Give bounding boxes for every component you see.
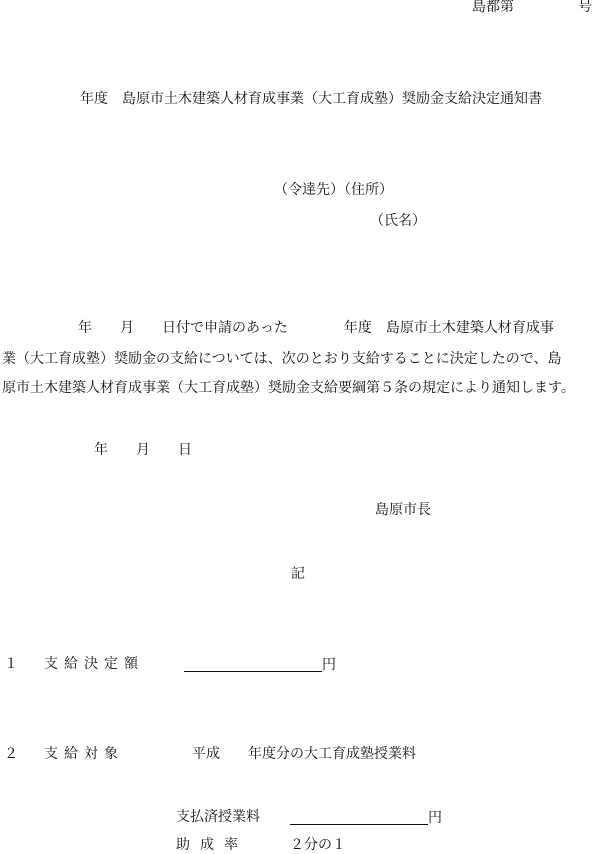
subsidy-rate-label: 助成率 bbox=[176, 837, 248, 853]
body-text-line-3: 原市土木建築人材育成事業（大工育成塾）奨励金支給要綱第５条の規定により通知します。 bbox=[2, 380, 575, 396]
paid-tuition-blank bbox=[290, 810, 428, 825]
item1-amount-blank bbox=[184, 657, 322, 672]
document-number-suffix: 号 bbox=[578, 0, 592, 15]
item2-description: 平成 年度分の大工育成塾授業料 bbox=[192, 746, 416, 762]
ki-heading: 記 bbox=[291, 566, 305, 582]
item1-amount-field bbox=[184, 657, 336, 672]
paid-tuition-unit: 円 bbox=[428, 810, 442, 826]
recipient-name: （氏名） bbox=[370, 213, 426, 229]
document-number-prefix: 島都第 bbox=[472, 0, 514, 15]
body-text-line-1: 年 月 日付で申請のあった 年度 島原市土木建築人材育成事 bbox=[78, 320, 554, 336]
paid-tuition-amount-field bbox=[290, 810, 442, 825]
body-text-line-2: 業（大工育成塾）奨励金の支給については、次のとおり支給することに決定したので、島 bbox=[2, 351, 562, 367]
recipient-address: （令達先）（住所） bbox=[274, 182, 393, 198]
subsidy-rate-value: ２分の１ bbox=[290, 837, 346, 853]
paid-tuition-label: 支払済授業料 bbox=[176, 809, 260, 825]
issuer-name: 島原市長 bbox=[375, 502, 431, 518]
item1-label: １ 支給決定額 bbox=[4, 656, 144, 672]
item2-label: ２ 支給対象 bbox=[4, 746, 124, 762]
document-title: 年度 島原市土木建築人材育成事業（大工育成塾）奨励金支給決定通知書 bbox=[80, 91, 542, 107]
document-number bbox=[472, 0, 592, 14]
issue-date: 年 月 日 bbox=[94, 442, 192, 458]
item1-unit: 円 bbox=[322, 657, 336, 673]
